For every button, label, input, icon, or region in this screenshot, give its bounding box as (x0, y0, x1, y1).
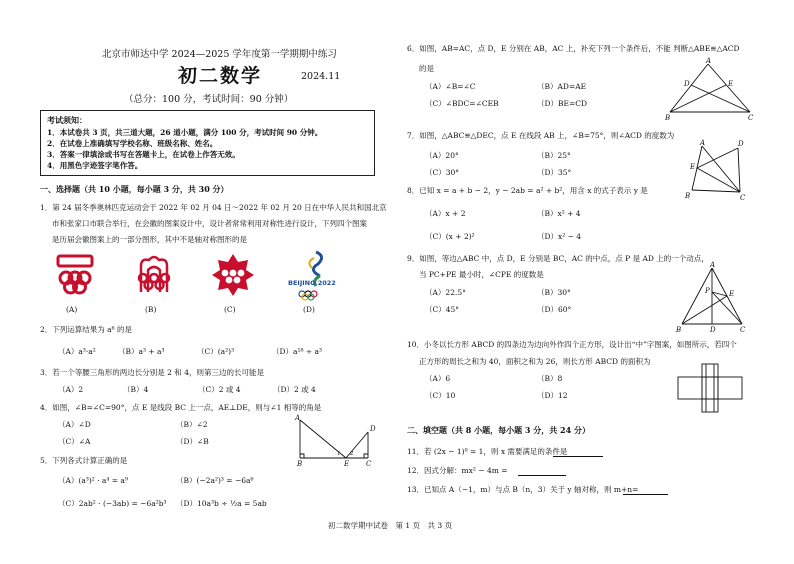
q1-line2: 市和张家口市联合举行，在会徽的图案设计中，设计者常常利用对称性进行设计，下列四个图案 (52, 219, 367, 228)
q7-stem: 7．如图，△ABC≌△DEC，点 E 在线段 AB 上，∠B=75°，则∠ACD 的度数为 (407, 131, 675, 140)
q6-stem: 6．如图，AB=AC，点 D，E 分别在 AB，AC 上，补充下列一个条件后，不能 判断△ABE≌△ACD (407, 44, 740, 53)
q9-line2: 当 PC+PE 最小时，∠CPE 的度数是 (419, 270, 544, 279)
logo-d-figure (286, 250, 342, 300)
q8-option-c[interactable]: （C）(x + 2)² (425, 232, 475, 241)
q10-option-a[interactable]: （A）6 (425, 374, 451, 383)
exam-date: 2024.11 (301, 71, 341, 82)
q5-option-c[interactable]: （C）2ab² · (−3ab) = −6a²b³ (58, 499, 167, 508)
q1-line3: 是历届会徽图案上的一部分图形，其中不是轴对称图形的是 (52, 235, 247, 244)
q10-figure (670, 360, 754, 416)
q6-option-a[interactable]: （A）∠B=∠C (425, 82, 476, 91)
q3-stem: 3．若一个等腰三角形的两边长分别是 2 和 4，则第三边的长可能是 (40, 368, 264, 377)
q9-option-b[interactable]: （B）30° (537, 288, 571, 297)
q3-option-b[interactable]: （B）4 (123, 385, 149, 394)
q4-option-d[interactable]: （D）∠B (176, 437, 209, 446)
q8-option-a[interactable]: （A）x + 2 (425, 209, 466, 218)
q10-option-c[interactable]: （C）10 (425, 391, 456, 400)
q6-figure (662, 58, 760, 120)
q10-option-d[interactable]: （D）12 (537, 391, 568, 400)
notice-item: 3．答案一律填涂或书写在答题卡上，在试卷上作答无效。 (47, 150, 240, 159)
q4-stem: 4．如图，∠B=∠C=90°，点 E 是线段 BC 上一点，AE⊥DE，则与∠1 相等的角是 (40, 403, 322, 412)
q2-stem: 2．下列运算结果为 a⁶ 的是 (40, 325, 133, 334)
q6-option-d[interactable]: （D）BE=CD (537, 99, 588, 108)
q6-label-B: B (665, 114, 671, 122)
q7-label-E: E (690, 163, 696, 171)
q4-label-D: D (370, 425, 376, 433)
q4-option-a[interactable]: （A）∠D (58, 420, 91, 429)
q4-label-A: A (295, 414, 301, 422)
q6-label-A: A (706, 57, 712, 65)
q6-option-b[interactable]: （B）AD=AE (537, 82, 587, 91)
q6-stem-2: 的是 (419, 64, 434, 73)
q7-option-d[interactable]: （D）35° (537, 168, 572, 177)
q9-label-B: B (676, 326, 682, 334)
q4-label-C: C (366, 460, 372, 468)
q5-stem: 5．下列各式计算正确的是 (40, 456, 128, 465)
q12-answer-blank[interactable] (518, 475, 566, 476)
q4-figure (292, 416, 376, 468)
exam-notice-box (40, 110, 375, 176)
q8-stem: 8．已知 x = a + b − 2，y − 2ab = a² + b²，用含 x 的式子表示 y 是 (407, 186, 648, 195)
q13-stem: 13．已知点 A（−1，m）与点 B（n，3）关于 y 轴对称，则 m+n= (407, 485, 639, 494)
logo-c-figure (210, 252, 256, 298)
notice-item: 4．用黑色字迹签字笔作答。 (47, 161, 143, 170)
q3-option-d[interactable]: （D）2 或 4 (273, 385, 316, 394)
q7-label-B: B (685, 192, 691, 200)
q7-option-b[interactable]: （B）25° (537, 151, 571, 160)
q5-option-d[interactable]: （D）10a³b ÷ ½a = 5ab (176, 499, 267, 508)
q11-answer-blank[interactable] (553, 456, 603, 457)
q9-option-c[interactable]: （C）45° (425, 305, 460, 314)
q7-label-A: A (700, 139, 706, 147)
q2-option-c[interactable]: （C）(a²)³ (197, 347, 235, 356)
q11-stem: 11．若 (2x − 1)⁰ = 1，则 x 需要满足的条件是 (407, 447, 568, 456)
section1-heading: 一、选择题（共 10 小题，每小题 3 分，共 30 分） (40, 184, 229, 194)
q9-option-a[interactable]: （A）22.5° (425, 288, 466, 297)
q1-label-b: (B) (145, 305, 157, 314)
logo-b-figure (129, 252, 179, 298)
q9-label-C: C (740, 326, 746, 334)
q4-label-2: 2 (350, 451, 354, 457)
q7-label-D: D (738, 140, 744, 148)
page-title: 初二数学 (178, 65, 263, 87)
school-title: 北京市师达中学 2024—2025 学年度第一学期期中练习 (102, 49, 337, 60)
q4-label-1: 1 (337, 451, 341, 457)
q5-option-a[interactable]: （A）(a³)² · a⁴ = a⁹ (58, 476, 128, 485)
logo-d-text: BEIJING 2022 (288, 279, 336, 287)
q7-option-a[interactable]: （A）20° (425, 151, 459, 160)
q7-figure (682, 138, 752, 202)
q6-option-c[interactable]: （C）∠BDC=∠CEB (425, 99, 499, 108)
page-footer: 初二数学期中试卷 第 1 页 共 3 页 (328, 521, 453, 530)
q4-label-E: E (344, 460, 350, 468)
q3-option-a[interactable]: （A）2 (58, 385, 84, 394)
q9-label-P: P (705, 287, 710, 295)
q4-option-c[interactable]: （C）∠A (58, 437, 91, 446)
q7-option-c[interactable]: （C）30° (425, 168, 460, 177)
q2-option-b[interactable]: （B）a³ + a³ (118, 347, 165, 356)
q6-label-D: D (684, 80, 690, 88)
q5-option-b[interactable]: （B）(−2a²)³ = −6a⁶ (176, 476, 254, 485)
q6-label-E: E (728, 80, 734, 88)
q9-label-A: A (710, 261, 716, 269)
logo-a-figure (50, 254, 100, 298)
q1-label-c: (C) (224, 305, 236, 314)
q8-option-b[interactable]: （B）x² + 4 (537, 209, 581, 218)
notice-item: 1．本试卷共 3 页，共三道大题，26 道小题，满分 100 分，考试时间 90 分钟。 (47, 128, 323, 137)
q9-option-d[interactable]: （D）60° (537, 305, 572, 314)
q1-line1: 1．第 24 届冬季奥林匹克运动会于 2022 年 02 月 04 日～2022 年 02 月 20 日在中华人民共和国北京 (40, 203, 387, 212)
notice-title: 考试须知： (47, 115, 87, 125)
q8-option-d[interactable]: （D）x² − 4 (537, 232, 582, 241)
q6-label-C: C (748, 114, 754, 122)
q2-option-a[interactable]: （A）a³·a² (58, 347, 96, 356)
q10-line2: 正方形的周长之和为 40，面积之和为 26，则长方形 ABCD 的面积为 (419, 357, 651, 366)
q2-option-d[interactable]: （D）a¹⁸ ÷ a³ (272, 347, 323, 356)
notice-item: 2．在试卷上准确填写学校名称、班级名称、姓名。 (47, 139, 218, 148)
q13-answer-blank[interactable] (623, 494, 668, 495)
q1-label-d: (D) (303, 305, 315, 314)
q4-label-B: B (297, 460, 303, 468)
score-time: （总分：100 分，考试时间：90 分钟） (124, 94, 294, 105)
q12-stem: 12．因式分解：mx² − 4m = (407, 466, 508, 475)
section2-heading: 二、填空题（共 8 小题，每小题 3 分，共 24 分） (407, 425, 590, 435)
q10-option-b[interactable]: （B）8 (537, 374, 563, 383)
q10-line1: 10．小冬以长方形 ABCD 的四条边为边向外作四个正方形，设计出“中”字图案，如图所示，若四个 (407, 340, 737, 349)
q9-figure (674, 262, 750, 334)
q9-label-D: D (710, 326, 716, 334)
q9-label-E: E (729, 290, 735, 298)
q3-option-c[interactable]: （C）2 或 4 (198, 385, 241, 394)
q9-line1: 9．如图，等边△ABC 中，点 D，E 分别是 BC，AC 的中点，点 P 是 AD 上的一个动点， (407, 254, 709, 263)
q7-label-C: C (740, 194, 746, 202)
q4-option-b[interactable]: （B）∠2 (176, 420, 208, 429)
q1-label-a: (A) (66, 305, 78, 314)
